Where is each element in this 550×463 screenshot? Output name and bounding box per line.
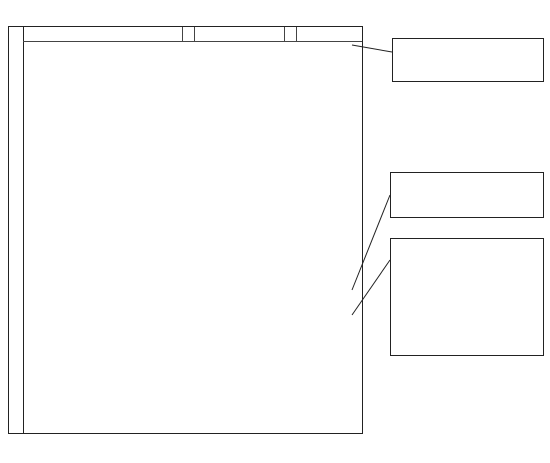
callout-tax-note [392,38,544,82]
callout-calc-note [390,172,544,218]
callout-annual-tax-note [390,238,544,356]
